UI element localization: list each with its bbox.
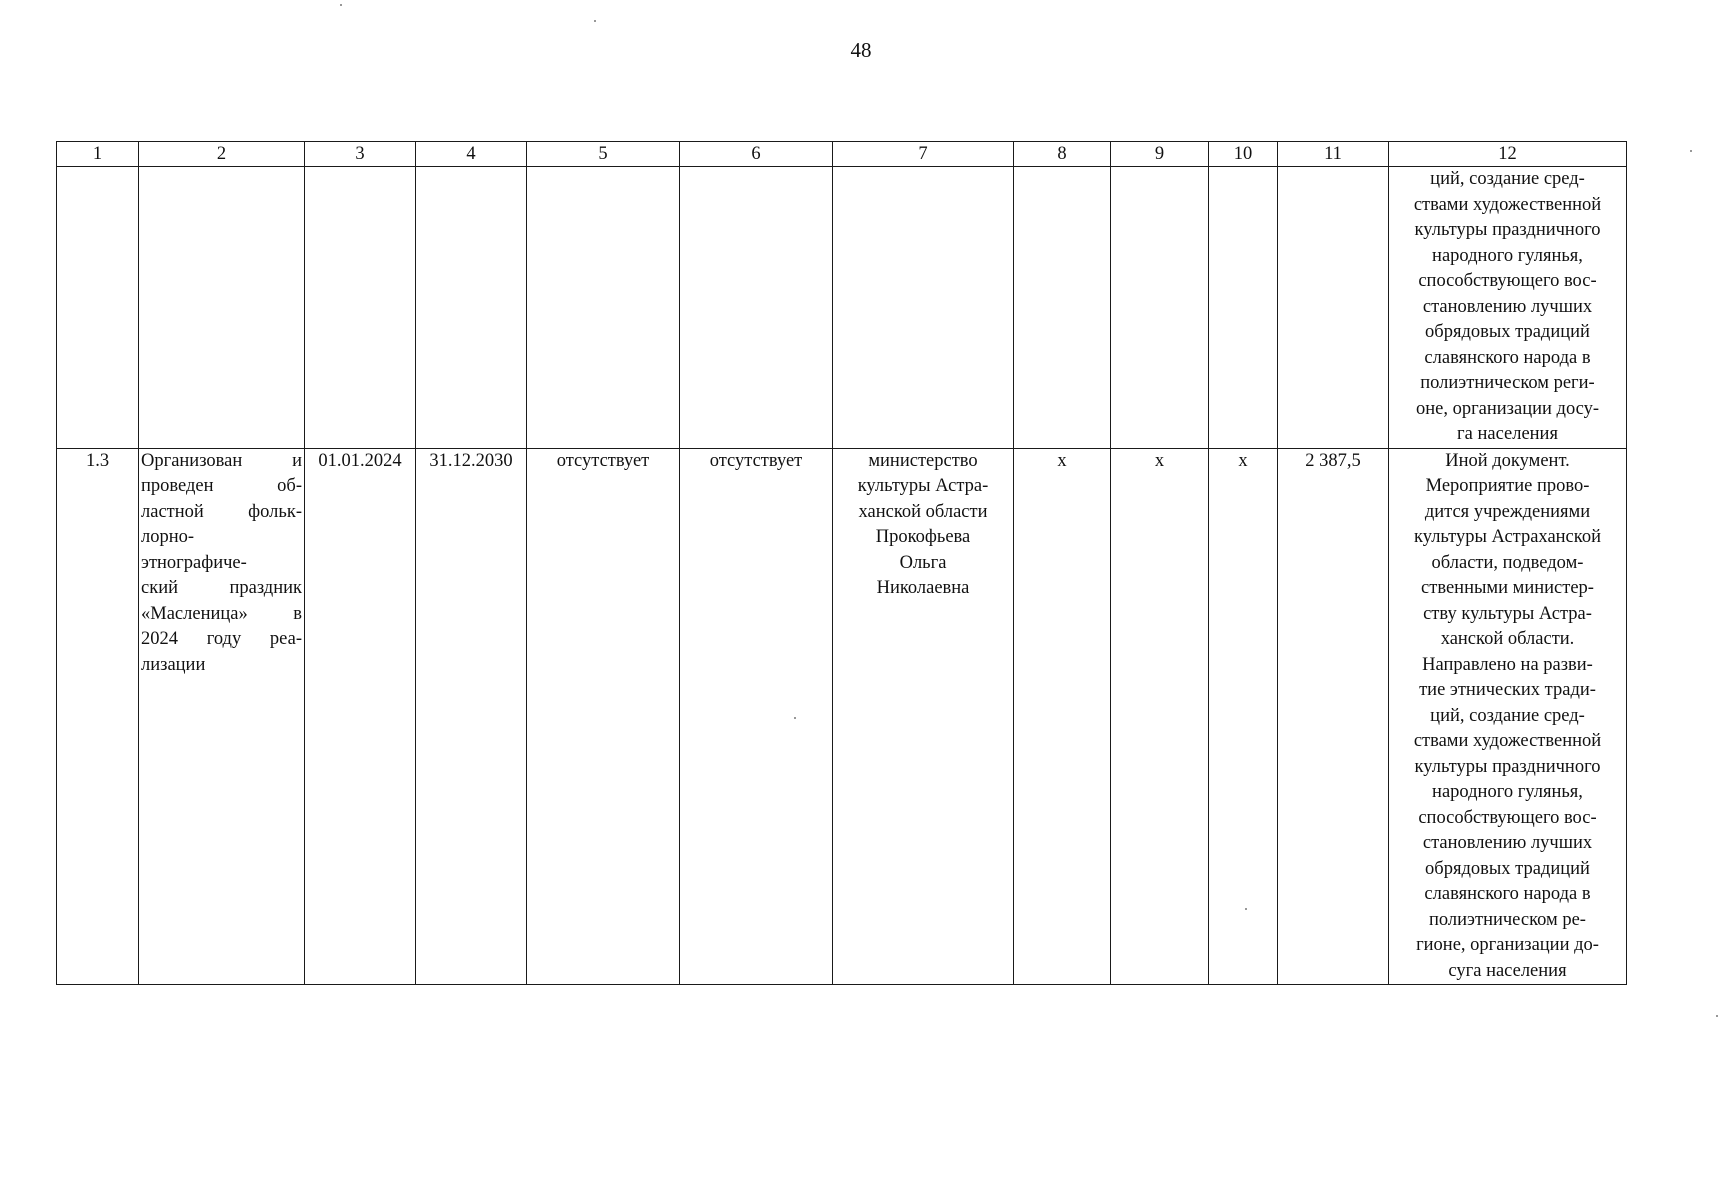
scan-speck [794, 717, 796, 719]
description-line: суга населения [1448, 960, 1567, 981]
description-line: обрядовых традиций [1425, 858, 1590, 879]
event-name-line: этнографиче- [141, 552, 247, 573]
description-cell [1389, 448, 1627, 985]
event-name-line: 2024 году реа- [141, 629, 302, 649]
column-number-row [57, 142, 1627, 167]
event-name-line: «Масленица» в [141, 603, 302, 624]
row-number-cell: 1.3 [57, 448, 139, 985]
column-9-cell: х [1111, 448, 1209, 985]
cont-cell-6 [680, 167, 833, 449]
cont-cell-7 [833, 167, 1014, 449]
column-number-9: 9 [1111, 142, 1209, 167]
column-number-3: 3 [305, 142, 416, 167]
cont-description-cell [1389, 167, 1627, 449]
column-number-11: 11 [1278, 142, 1389, 167]
page-number: 48 [850, 38, 872, 62]
column-10-cell: х [1209, 448, 1278, 985]
description-line: народного гулянья, [1432, 245, 1583, 266]
cont-cell-10 [1209, 167, 1278, 449]
description-line: области, подведом- [1431, 552, 1584, 573]
scan-speck [340, 4, 342, 6]
column-8-cell: х [1014, 448, 1111, 985]
scan-speck [594, 20, 596, 22]
description-line: ственными министер- [1421, 578, 1594, 598]
event-name-line: ластной фольк- [141, 501, 302, 522]
responsible-line: Прокофьева [875, 527, 971, 547]
description-line: Мероприятие прово- [1425, 476, 1590, 496]
cont-cell-1 [57, 167, 139, 449]
description-line: культуры Астраханской [1414, 527, 1601, 547]
column-number-4: 4 [416, 142, 527, 167]
scan-speck [1690, 150, 1692, 152]
end-date-cell: 31.12.2030 [416, 448, 527, 985]
description-line: ханской области. [1440, 629, 1575, 649]
responsible-line: министерство [868, 450, 978, 471]
continuation-row [57, 167, 1627, 449]
description-line: способствующего вос- [1418, 807, 1597, 828]
cont-cell-2 [139, 167, 305, 449]
responsible-cell [833, 448, 1014, 985]
cont-cell-9 [1111, 167, 1209, 449]
description-line: славянского народа в [1424, 347, 1591, 368]
responsible-line: Ольга [899, 552, 947, 573]
event-name-line: Организован и [141, 450, 302, 471]
column-number-8: 8 [1014, 142, 1111, 167]
description-line: культуры праздничного [1414, 756, 1601, 777]
column-number-2: 2 [139, 142, 305, 167]
column-number-5: 5 [527, 142, 680, 167]
responsible-line: Николаевна [876, 578, 970, 598]
description-line: способствующего вос- [1418, 271, 1597, 291]
description-line: культуры праздничного [1414, 220, 1601, 240]
event-name-line: проведен об- [141, 476, 302, 496]
cont-cell-8 [1014, 167, 1111, 449]
description-line: тие этнических тради- [1419, 680, 1596, 700]
description-line: славянского народа в [1424, 884, 1591, 904]
column-number-6: 6 [680, 142, 833, 167]
cont-cell-4 [416, 167, 527, 449]
description-line: ствами художественной [1413, 731, 1602, 751]
start-date-cell: 01.01.2024 [305, 448, 416, 985]
column-6-cell: отсутствует [680, 448, 833, 985]
table-row-1-3 [57, 448, 1627, 985]
description-line: ций, создание сред- [1430, 169, 1585, 189]
event-name-line: ский праздник [141, 578, 302, 598]
plan-table [56, 141, 1627, 985]
event-name-line: лизации [141, 654, 206, 675]
description-line: становлению лучших [1422, 296, 1593, 317]
description-line: полиэтническом реги- [1420, 373, 1595, 393]
responsible-line: культуры Астра- [857, 476, 989, 496]
event-name-line: лорно- [141, 527, 195, 547]
description-line: Иной документ. [1445, 450, 1570, 471]
event-name-cell [139, 448, 305, 985]
scan-speck [1716, 1015, 1718, 1017]
description-line: ству культуры Астра- [1423, 603, 1592, 624]
column-number-10: 10 [1209, 142, 1278, 167]
description-line: полиэтническом ре- [1429, 909, 1586, 930]
description-line: Направлено на разви- [1422, 654, 1593, 675]
column-5-cell: отсутствует [527, 448, 680, 985]
cont-cell-11 [1278, 167, 1389, 449]
description-line: оне, организации досу- [1415, 398, 1600, 419]
cont-cell-5 [527, 167, 680, 449]
responsible-line: ханской области [858, 501, 988, 522]
column-number-1: 1 [57, 142, 139, 167]
description-line: ций, создание сред- [1430, 705, 1585, 726]
description-line: народного гулянья, [1432, 782, 1583, 802]
description-line: га населения [1457, 424, 1558, 444]
description-line: дится учреждениями [1424, 501, 1591, 522]
column-number-7: 7 [833, 142, 1014, 167]
description-line: обрядовых традиций [1425, 322, 1590, 342]
description-line: становлению лучших [1422, 833, 1593, 853]
cont-cell-3 [305, 167, 416, 449]
description-line: ствами художественной [1413, 194, 1602, 215]
scan-speck [1245, 908, 1247, 910]
amount-cell: 2 387,5 [1278, 448, 1389, 985]
description-line: гионе, организации до- [1416, 935, 1599, 955]
column-number-12: 12 [1389, 142, 1627, 167]
